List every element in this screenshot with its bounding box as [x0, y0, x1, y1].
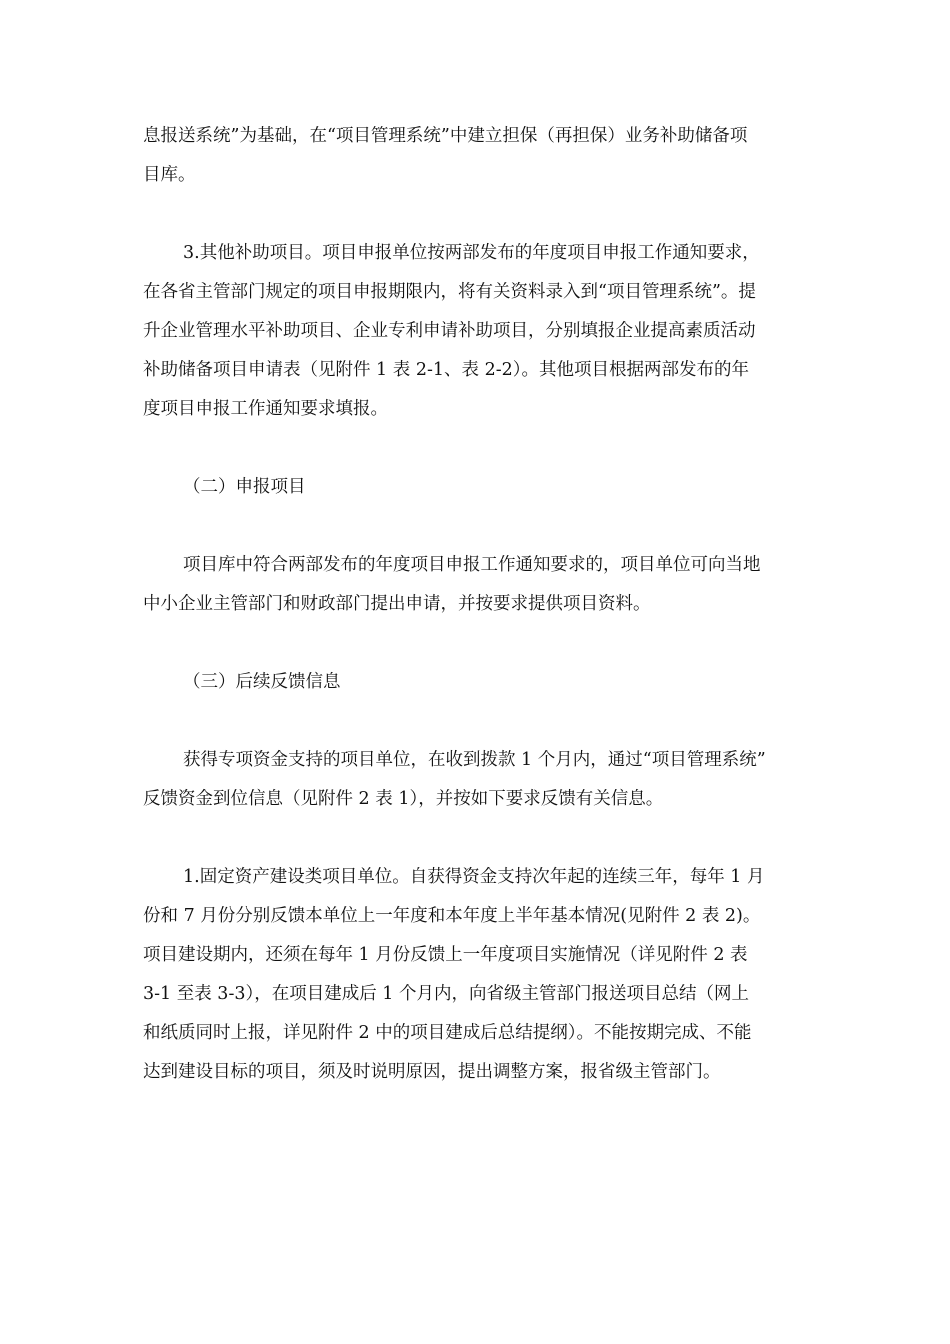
text-line: 获得专项资金支持的项目单位，在收到拨款 1 个月内，通过“项目管理系统” [183, 750, 766, 770]
paragraph-feedback [143, 741, 807, 819]
section-heading: （二）申报项目 [183, 477, 306, 497]
document-body [143, 117, 807, 1092]
text-line: 和纸质同时上报，详见附件 2 中的项目建成后总结提纲）。不能按期完成、不能 [143, 1023, 752, 1043]
section-heading-feedback [143, 663, 807, 702]
text-line: 3.其他补助项目。项目申报单位按两部发布的年度项目申报工作通知要求， [183, 243, 760, 263]
paragraph-fixed-assets [143, 858, 807, 1092]
section-heading: （三）后续反馈信息 [183, 672, 341, 692]
text-line: 目库。 [143, 165, 196, 185]
paragraph-continued [143, 117, 807, 195]
text-line: 项目库中符合两部发布的年度项目申报工作通知要求的，项目单位可向当地 [183, 555, 761, 575]
text-line: 反馈资金到位信息（见附件 2 表 1），并按如下要求反馈有关信息。 [143, 789, 664, 809]
text-line: 项目建设期内，还须在每年 1 月份反馈上一年度项目实施情况（详见附件 2 表 [143, 945, 748, 965]
text-line: 息报送系统”为基础，在“项目管理系统”中建立担保（再担保）业务补助储备项 [143, 126, 748, 146]
section-heading-apply [143, 468, 807, 507]
text-line: 中小企业主管部门和财政部门提出申请，并按要求提供项目资料。 [143, 594, 651, 614]
paragraph-apply [143, 546, 807, 624]
text-line: 达到建设目标的项目，须及时说明原因，提出调整方案，报省级主管部门。 [143, 1062, 721, 1082]
text-line: 3-1 至表 3-3），在项目建成后 1 个月内，向省级主管部门报送项目总结（网上 [143, 984, 749, 1004]
text-line: 度项目申报工作通知要求填报。 [143, 399, 388, 419]
text-line: 份和 7 月份分别反馈本单位上一年度和本年度上半年基本情况(见附件 2 表 2)。 [143, 906, 761, 926]
text-line: 补助储备项目申请表（见附件 1 表 2-1、表 2-2）。其他项目根据两部发布的年 [143, 360, 749, 380]
text-line: 1.固定资产建设类项目单位。自获得资金支持次年起的连续三年，每年 1 月 [183, 867, 765, 887]
text-line: 在各省主管部门规定的项目申报期限内，将有关资料录入到“项目管理系统”。提 [143, 282, 756, 302]
paragraph-other-subsidy [143, 234, 807, 429]
text-line: 升企业管理水平补助项目、企业专利申请补助项目，分别填报企业提高素质活动 [143, 321, 756, 341]
